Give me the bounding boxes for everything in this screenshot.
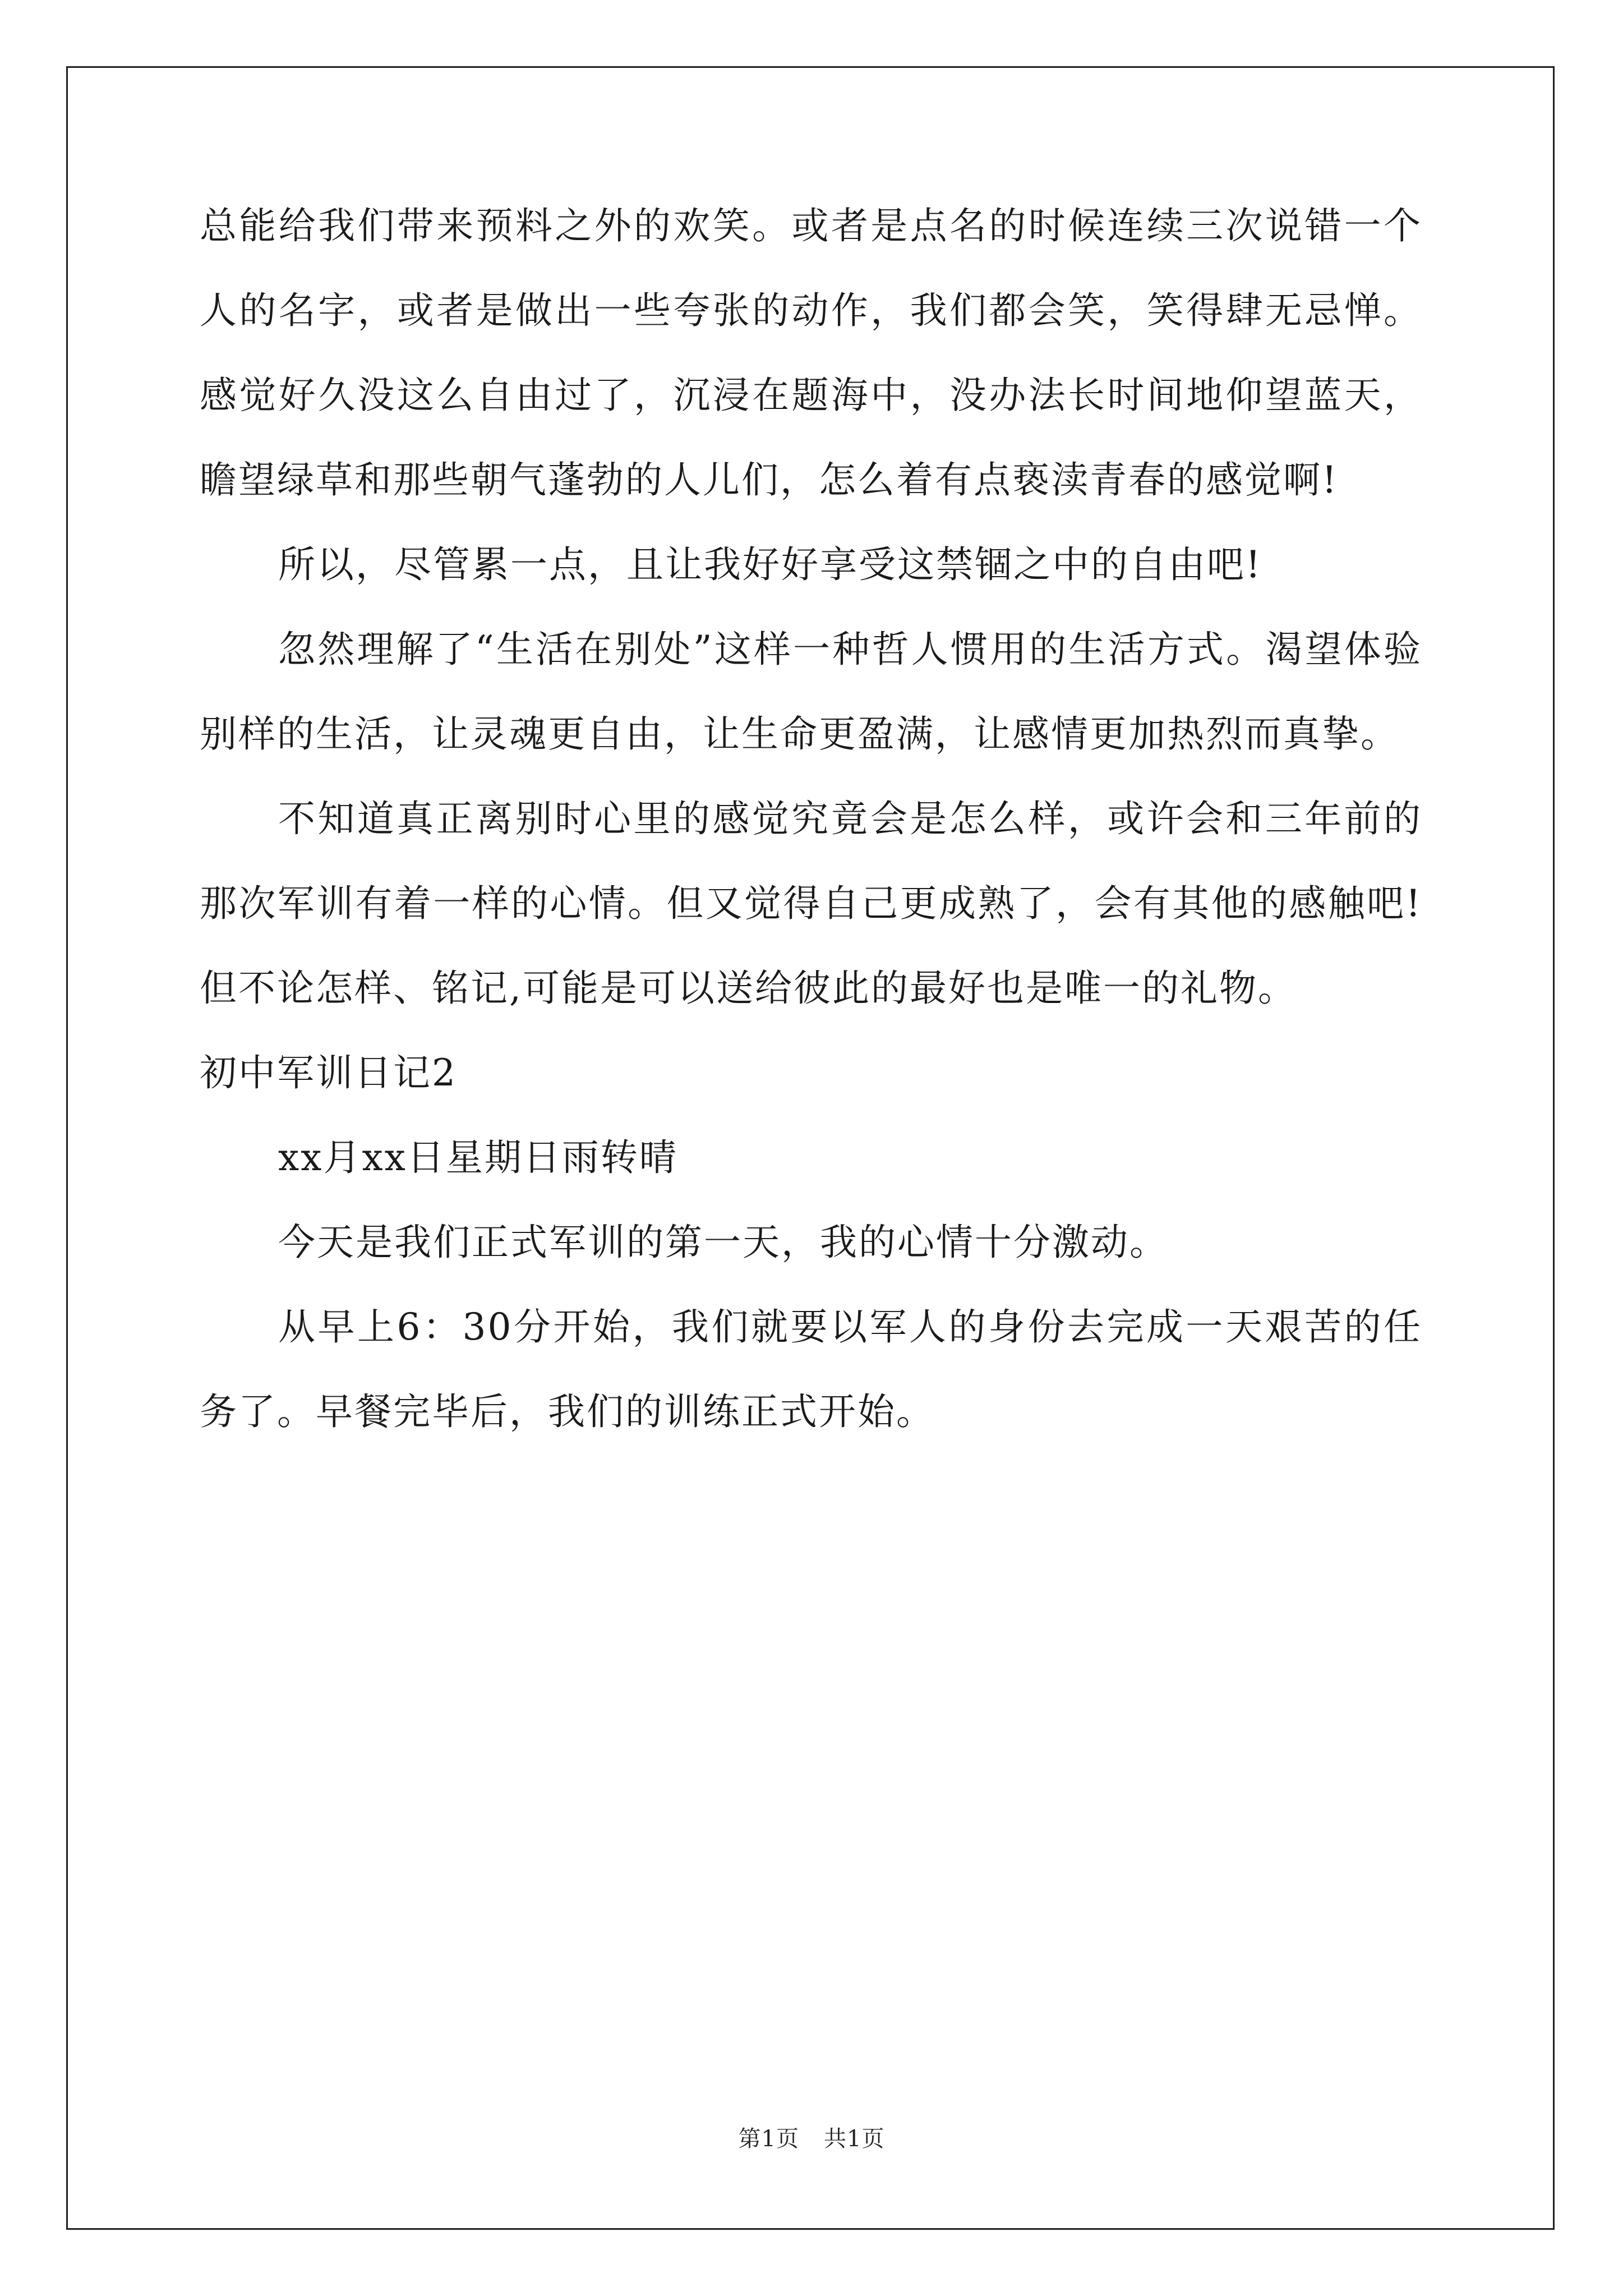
page-number: 第1页	[738, 2126, 799, 2152]
section-heading: 初中军训日记2	[200, 1051, 457, 1094]
paragraph: 从早上6：30分开始，我们就要以军人的身份去完成一天艰苦的任务了。早餐完毕后，我们的训练正式开始。	[200, 1305, 1422, 1433]
paragraph: 忽然理解了“生活在别处”这样一种哲人惯用的生活方式。渴望体验别样的生活，让灵魂更自由，让生命更盈满，让感情更加热烈而真挚。	[200, 628, 1422, 756]
paragraph: 所以，尽管累一点，且让我好好享受这禁锢之中的自由吧!	[278, 543, 1262, 586]
paragraph: 今天是我们正式军训的第一天，我的心情十分激动。	[278, 1221, 1168, 1264]
diary-date-line: xx月xx日星期日雨转晴	[278, 1136, 678, 1179]
page-total: 共1页	[824, 2126, 885, 2152]
paragraph: 不知道真正离别时心里的感觉究竟会是怎么样，或许会和三年前的那次军训有着一样的心情。但又觉得自己更成熟了，会有其他的感触吧!但不论怎样、铭记,可能是可以送给彼此的最好也是唯一的礼物。	[200, 797, 1422, 1010]
document-body	[200, 183, 1422, 1454]
paragraph-continuation: 总能给我们带来预料之外的欢笑。或者是点名的时候连续三次说错一个人的名字，或者是做出一些夸张的动作，我们都会笑，笑得肆无忌惮。感觉好久没这么自由过了，沉浸在题海中，没办法长时间地仰望蓝天，瞻望绿草和那些朝气蓬勃的人儿们，怎么着有点亵渎青春的感觉啊!	[200, 204, 1422, 501]
page-footer	[0, 2125, 1623, 2153]
